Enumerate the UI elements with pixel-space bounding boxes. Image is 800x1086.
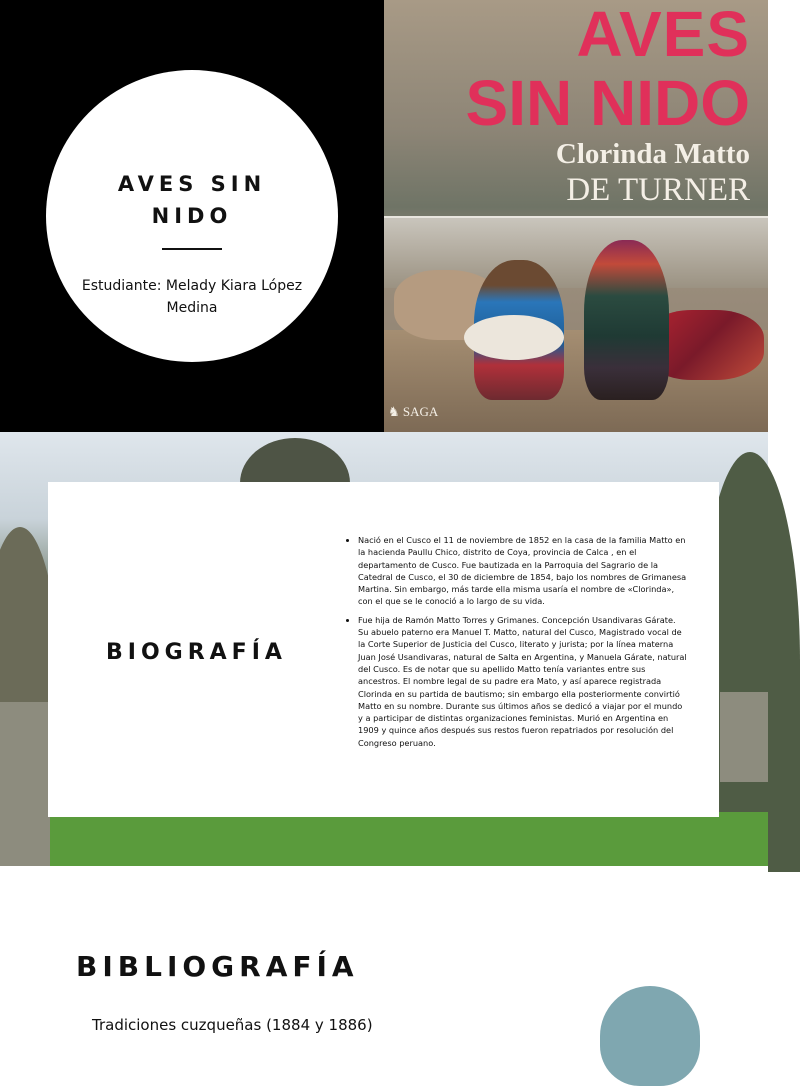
cover-title-line1: AVES bbox=[576, 0, 750, 70]
cover-child-right bbox=[584, 240, 669, 400]
title-slide bbox=[0, 0, 768, 432]
presentation-title: AVES SIN NIDO bbox=[117, 172, 267, 228]
publisher-logo bbox=[388, 404, 438, 420]
biography-paragraph: • Nació en el Cusco el 11 de noviembre de 1852 en la casa de la familia Matto en la hacienda Paullu Chico, distrito de Coya, provincia de Calca , en el departamento de Cusco. Fue bautizada en la Parroquia del Sagrario de la Catedral de Cusco, el 30 de diciembre de 1854, bajo los nombres de Grimanesa Martina. Sin embargo, más tarde ella misma usaría el nombre de «Clorinda», con el que se le conoció a lo largo de su vida. bbox=[358, 534, 688, 608]
decorative-shape bbox=[600, 986, 700, 1086]
bibliography-slide bbox=[0, 866, 768, 1034]
cover-author-line1: Clorinda Matto bbox=[555, 138, 750, 170]
biography-slide bbox=[0, 432, 768, 866]
bibliography-heading: BIBLIOGRAFÍA bbox=[76, 950, 359, 983]
book-cover-image bbox=[384, 0, 768, 432]
biography-heading: BIOGRAFÍA bbox=[106, 640, 287, 665]
biography-card bbox=[48, 482, 719, 817]
bibliography-item: Tradiciones cuzqueñas (1884 y 1886) bbox=[92, 1016, 373, 1034]
background-ruins-right bbox=[720, 692, 768, 782]
publisher-name: SAGA bbox=[402, 404, 439, 419]
title-divider bbox=[162, 248, 222, 250]
cover-lamb bbox=[464, 315, 564, 360]
biography-list bbox=[340, 534, 688, 755]
background-ruins-left bbox=[0, 702, 50, 866]
publisher-icon: ♞ bbox=[388, 404, 400, 419]
cover-author-line2: DE TURNER bbox=[566, 172, 750, 208]
biography-paragraph: • Fue hija de Ramón Matto Torres y Grimanes. Concepción Usandivaras Gárate. Su abuelo paterno era Manuel T. Matto, natural del Cusco, Magistrado vocal de la Corte Superior de Justicia del Cusco, literato y jurista; por la línea materna Juan José Usandivaras, natural de Salta en Argentina, y Manuela Gárate, natural del Cusco. Es de notar que su apellido Matto tenía variantes entre sus ancestros. El nombre legal de su padre era Mato, y así aparece registrada Clorinda en su partida de bautismo; sin embargo ella posteriormente convirtió Matto en su nombre. Durante sus últimos años se dedicó a viajar por el mundo y a participar de distintas organizaciones feministas. Murió en Argentina en 1909 y quince años después sus restos fueron repatriados por resolución del Congreso peruano. bbox=[358, 614, 688, 749]
cover-title-line2: SIN NIDO bbox=[465, 67, 750, 139]
student-name: Estudiante: Melady Kiara López Medina bbox=[81, 278, 303, 316]
background-grass bbox=[0, 812, 768, 866]
title-circle bbox=[46, 70, 338, 362]
